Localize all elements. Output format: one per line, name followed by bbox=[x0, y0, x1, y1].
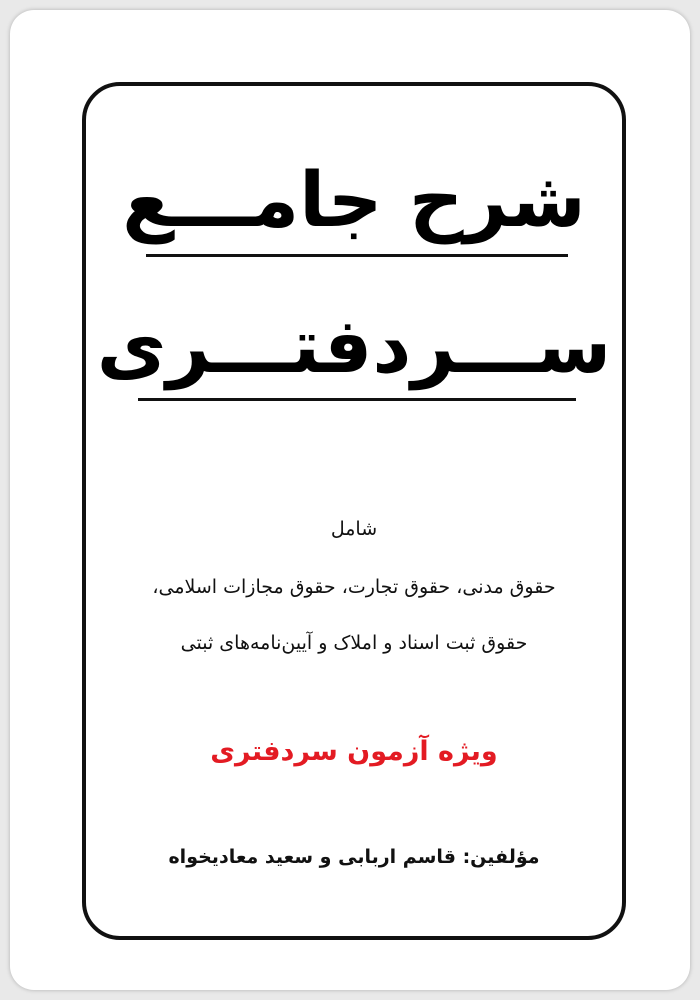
includes-label: شامل bbox=[330, 518, 378, 540]
title-line-1: شرح جامـــع bbox=[122, 155, 586, 244]
subjects-line-1: حقوق مدنی، حقوق تجارت، حقوق مجازات اسلامی، bbox=[152, 576, 556, 598]
cover-frame bbox=[82, 82, 626, 940]
subjects-line-2: حقوق ثبت اسناد و املاک و آیین‌نامه‌های ثبتی bbox=[180, 632, 528, 654]
authors-label: مؤلفین: قاسم اربابی و سعید معادیخواه bbox=[168, 846, 540, 868]
book-cover bbox=[10, 10, 690, 990]
title-line-2: ســـردفتـــری bbox=[96, 301, 612, 390]
title-divider-2 bbox=[138, 398, 576, 401]
special-edition-label: ویژه آزمون سردفتری bbox=[210, 736, 498, 767]
title-divider-1 bbox=[146, 254, 568, 257]
